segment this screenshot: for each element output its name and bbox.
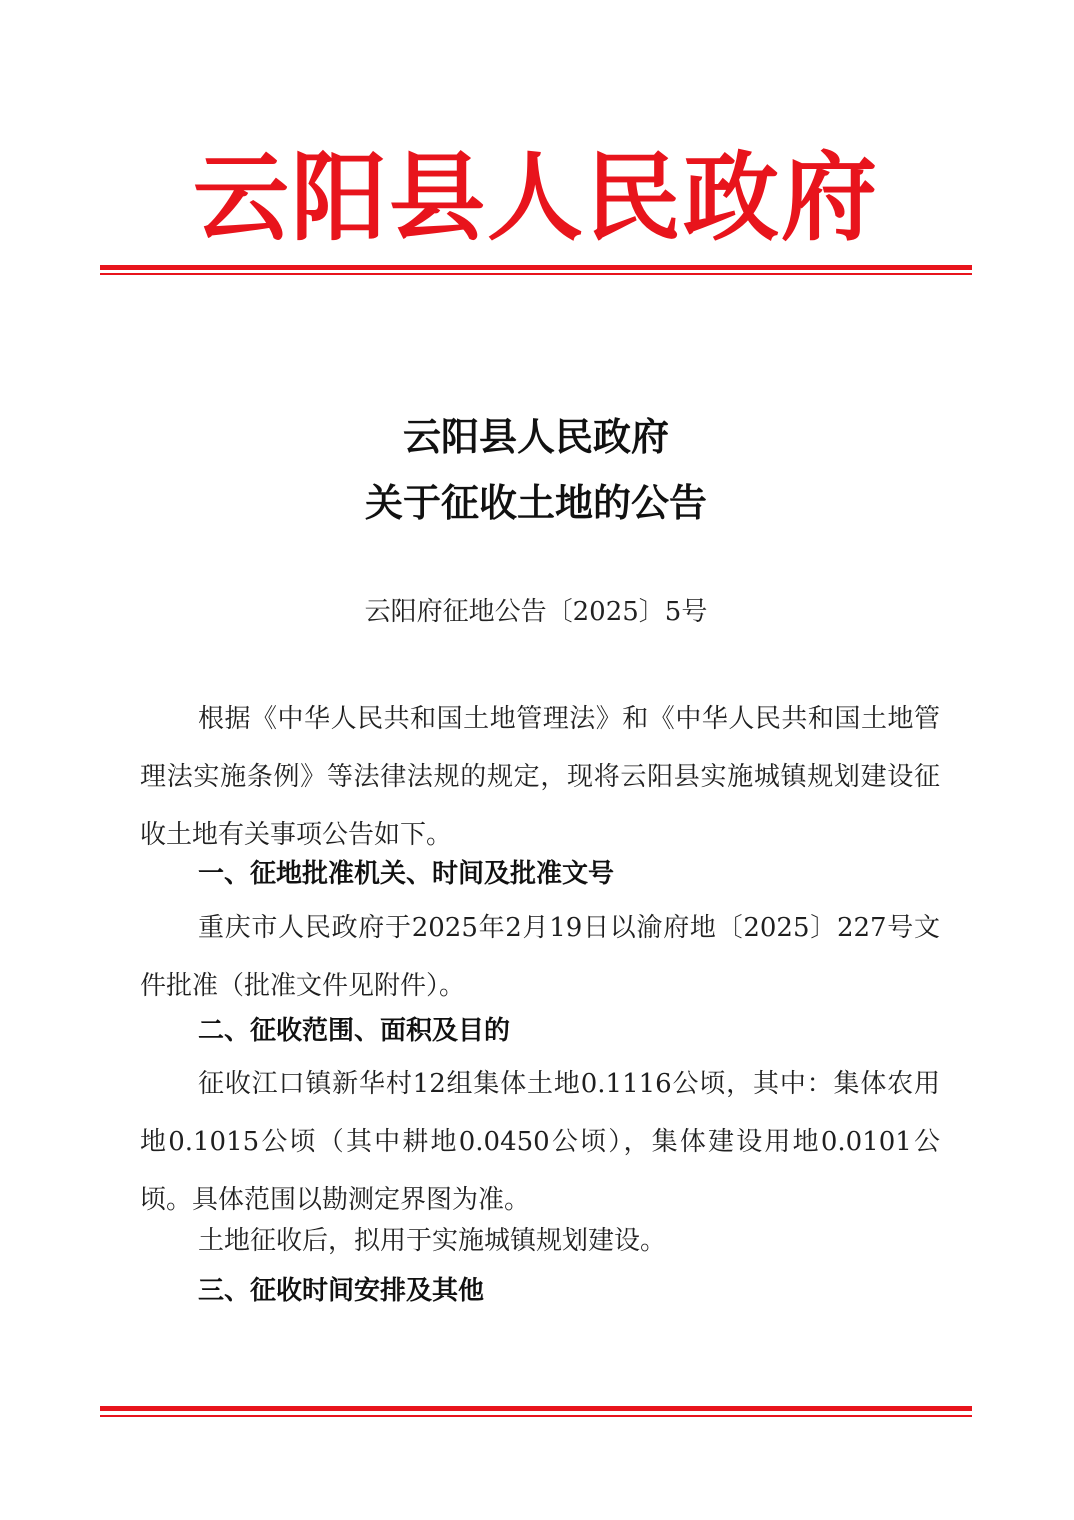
footer-rule-thin	[100, 1415, 972, 1417]
section1-heading: 一、征地批准机关、时间及批准文号	[198, 859, 615, 889]
intro-paragraph: 根据《中华人民共和国土地管理法》和《中华人民共和国土地管理法实施条例》等法律法规的规定，现将云阳县实施城镇规划建设征收土地有关事项公告如下。	[140, 704, 940, 850]
masthead-title: 云阳县人民政府	[193, 142, 879, 254]
section2-purpose-paragraph: 土地征收后，拟用于实施城镇规划建设。	[198, 1226, 667, 1256]
masthead-rule-thick	[100, 265, 972, 270]
section2-paragraph: 征收江口镇新华村12组集体土地0.1116公顷，其中：集体农用地0.1015公顷（其中耕地0.0450公顷），集体建设用地0.0101公顷。具体范围以勘测定界图为准。	[140, 1069, 940, 1215]
doc-number: 云阳府征地公告〔2025〕5号	[364, 597, 708, 627]
masthead-rule-thin	[100, 273, 972, 275]
section2-heading: 二、征收范围、面积及目的	[198, 1016, 511, 1046]
footer-rule-thick	[100, 1406, 972, 1411]
notice-title-line1: 云阳县人民政府	[402, 415, 669, 459]
section3-heading: 三、征收时间安排及其他	[198, 1276, 485, 1306]
notice-title-line2: 关于征收土地的公告	[364, 481, 707, 525]
section1-paragraph: 重庆市人民政府于2025年2月19日以渝府地〔2025〕227号文件批准（批准文件见附件）。	[140, 913, 940, 1001]
